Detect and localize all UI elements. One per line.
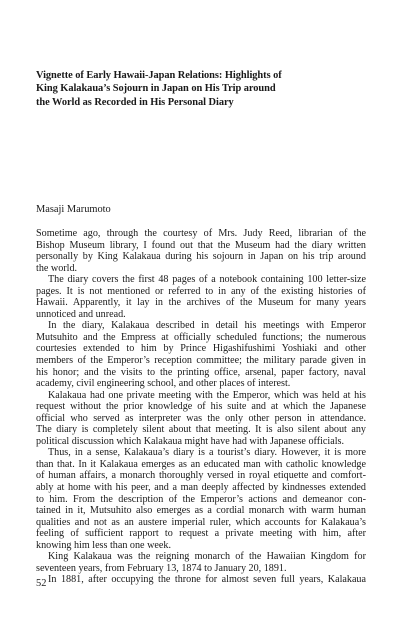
text-line: knowing him less than one week. <box>36 539 171 551</box>
text-line: The diary is completely silent about that meeting. It is also silent about any <box>36 424 366 436</box>
body-paragraph <box>36 320 366 389</box>
article-title-line: the World as Recorded in His Personal Diary <box>36 96 234 108</box>
text-line: of human affairs, a monarch thoroughly versed in royal etiquette and comfort- <box>36 470 366 482</box>
text-line: The diary covers the first 48 pages of a notebook containing 100 letter-size <box>48 274 366 286</box>
article-author: Masaji Marumoto <box>36 204 111 215</box>
text-line: pages. It is not mentioned or referred to in any of the existing histories of <box>36 285 366 297</box>
body-paragraph <box>36 574 366 586</box>
text-line: Bishop Museum library, I found out that the Museum had the diary written <box>36 239 366 251</box>
text-line: unnoticed and unread. <box>36 308 126 320</box>
body-paragraph <box>36 228 366 274</box>
page-number: 52 <box>36 578 47 589</box>
text-line: courtesies extended to him by Prince Higashifushimi Yoshiaki and other <box>36 343 366 355</box>
text-line: to him. From the description of the Emperor’s actions and demeanor con- <box>36 493 366 505</box>
text-line: ably at home with his peer, and a man deeply affected by kindnesses extended <box>36 482 366 494</box>
text-line: Sometime ago, through the courtesy of Mrs. Judy Reed, librarian of the <box>36 228 366 239</box>
body-paragraph <box>36 551 366 574</box>
body-paragraph <box>36 447 366 551</box>
text-line: political discussion which Kalakaua might have had with Japanese officials. <box>36 435 344 447</box>
text-line: seventeen years, from February 13, 1874 to January 20, 1891. <box>36 562 287 574</box>
text-line: Thus, in a sense, Kalakaua’s diary is a tourist’s diary. However, it is more <box>48 447 366 459</box>
text-line: King Kalakaua was the reigning monarch of the Hawaiian Kingdom for <box>48 551 366 563</box>
text-line: request without the prior knowledge of his suite and at which the Japanese <box>36 401 366 413</box>
text-line: members of the Emperor’s reception committee; the military parade given in <box>36 355 366 367</box>
text-line: In the diary, Kalakaua described in detail his meetings with Emperor <box>48 320 366 332</box>
text-line: Kalakaua had one private meeting with the Emperor, which was held at his <box>48 389 366 401</box>
article-body <box>36 228 366 586</box>
text-line: than that. In it Kalakaua emerges as an educated man with catholic knowledge <box>36 458 366 470</box>
text-line: Mutsuhito and the Empress at officially scheduled functions; the numerous <box>36 331 366 343</box>
text-line: personally by King Kalakaua during his sojourn in Japan on his trip around <box>36 251 366 263</box>
body-paragraph <box>36 390 366 448</box>
text-line: qualities and not as an austere imperial ruler, which accounts for Kalakaua’s <box>36 516 366 528</box>
article-title-line: Vignette of Early Hawaii-Japan Relations: Highlights of <box>36 70 282 81</box>
text-line: the world. <box>36 262 78 274</box>
text-line: Hawaii. Apparently, it lay in the archives of the Museum for many years <box>36 297 366 309</box>
text-line: academy, civil engineering school, and other places of interest. <box>36 378 291 390</box>
text-line: feeling of sufficient rapport to request a private meeting with him, after <box>36 528 366 540</box>
text-line: tained in it, Mutsuhito also emerges as a cordial monarch with warm human <box>36 505 366 517</box>
article-title <box>36 69 336 109</box>
article-title-line: King Kalakaua’s Sojourn in Japan on His Trip around <box>36 83 276 95</box>
text-line: In 1881, after occupying the throne for almost seven full years, Kalakaua <box>48 574 366 586</box>
text-line: official who served as interpreter was the only other person in attendance. <box>36 412 366 424</box>
body-paragraph <box>36 274 366 320</box>
text-line: his honor; and the visits to the printing office, arsenal, paper factory, naval <box>36 366 366 378</box>
